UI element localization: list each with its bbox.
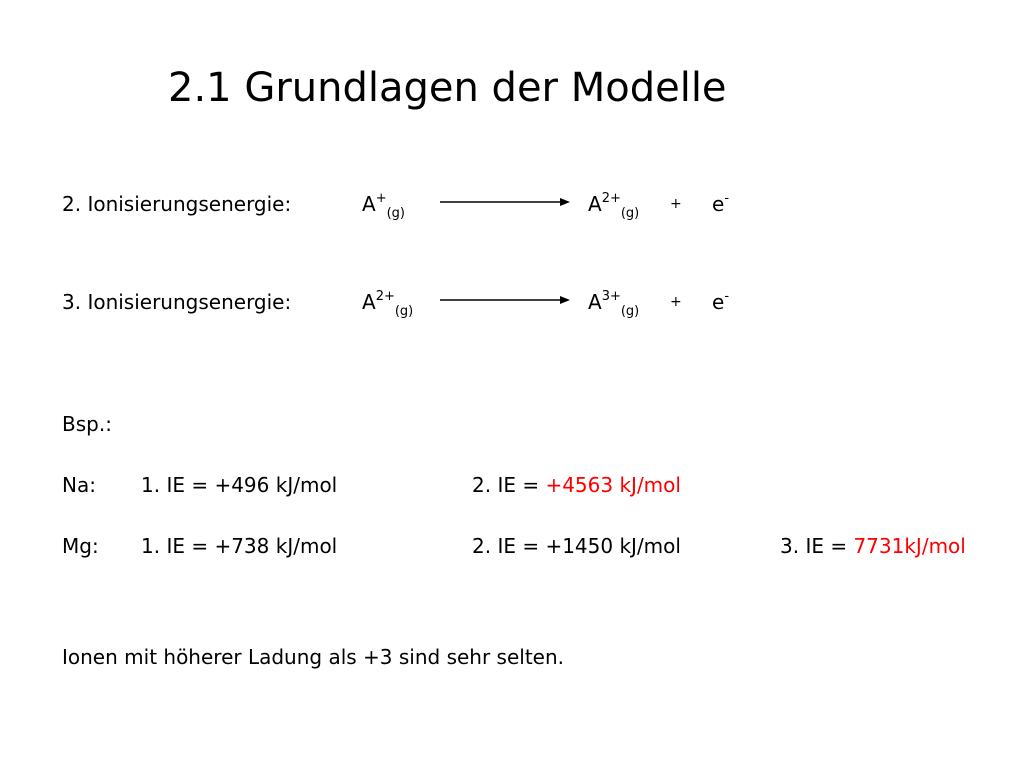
equation-2-label: 3. Ionisierungsenergie: [62, 290, 292, 314]
equation-2-product: $A^{3+}_{(g)}$ [588, 289, 640, 319]
reaction-arrow-2 [440, 293, 570, 307]
equation-2-plus: + [670, 294, 682, 310]
example-label: Bsp.: [62, 412, 112, 436]
equation-2-electron: e- [712, 289, 730, 314]
na-ie2-value: +4563 kJ/mol [545, 473, 681, 497]
mg-ie3-value: 7731kJ/mol [853, 534, 966, 558]
equation-1-label: 2. Ionisierungsenergie: [62, 192, 292, 216]
equation-1-product: $A^{2+}_{(g)}$ [588, 191, 640, 221]
mg-ie1: 1. IE = +738 kJ/mol [141, 534, 338, 558]
equation-1-reactant: $A^+_{(g)}$ [362, 191, 405, 221]
mg-ie3 [780, 533, 966, 559]
mg-ie2: 2. IE = +1450 kJ/mol [472, 534, 681, 558]
equation-2-reactant: $A^{2+}_{(g)}$ [362, 289, 414, 319]
equation-1-electron: e- [712, 191, 730, 216]
na-ie2-prefix: 2. IE = [472, 473, 546, 497]
reaction-arrow-1 [440, 195, 570, 209]
conclusion-text: Ionen mit höherer Ladung als +3 sind sehr selten. [62, 645, 565, 669]
na-element-label: Na: [62, 473, 96, 497]
mg-ie3-prefix: 3. IE = [780, 534, 854, 558]
mg-element-label: Mg: [62, 534, 99, 558]
na-ie2 [472, 472, 681, 498]
na-ie1: 1. IE = +496 kJ/mol [141, 473, 338, 497]
equation-1-plus: + [670, 196, 682, 212]
page-title: 2.1 Grundlagen der Modelle [168, 65, 727, 111]
